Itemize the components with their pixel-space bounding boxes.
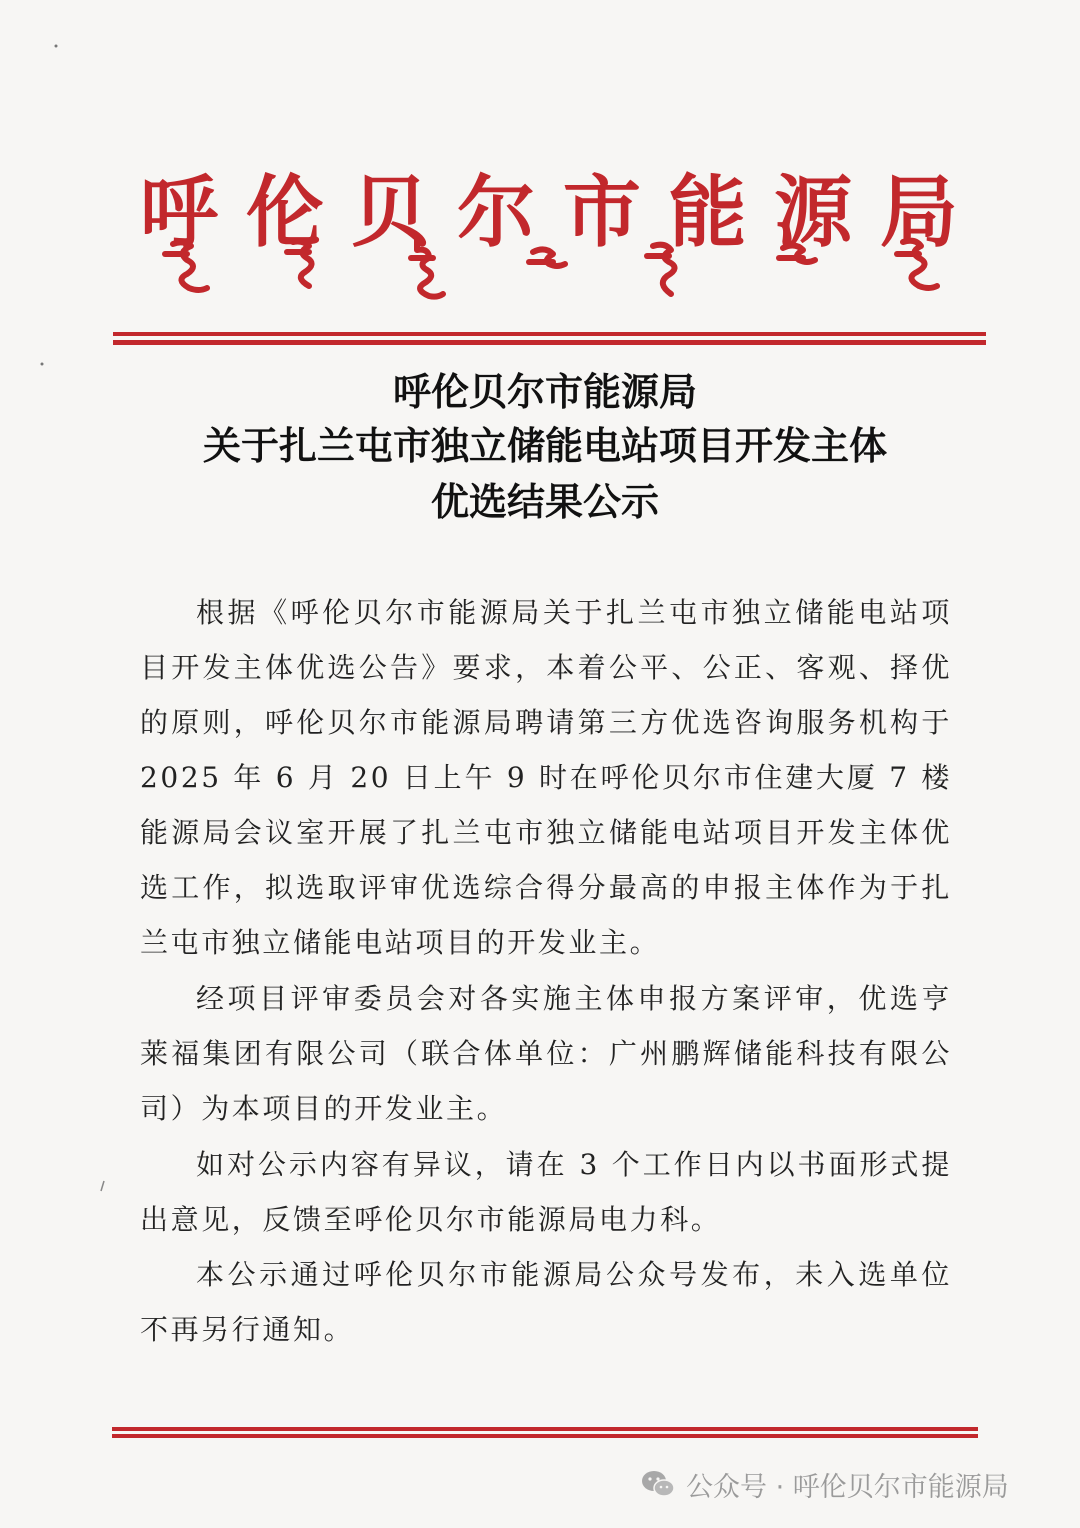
notice-title-line-2: 关于扎兰屯市独立储能电站项目开发主体	[202, 424, 887, 468]
body-paragraph-3	[140, 1137, 952, 1247]
wechat-icon	[640, 1469, 676, 1499]
paragraph-text: 根据《呼伦贝尔市能源局关于扎兰屯市独立储能电站项目开发主体优选公告》要求，本着公平、公正、客观、择优的原则，呼伦贝尔市能源局聘请第三方优选咨询服务机构于 2025 年 6 月 20 日上午 9 时在呼伦贝尔市住建大厦 7 楼能源局会议室开展了扎兰屯市独立储能电站项目开发主体优选工作，拟选取评审优选综合得分最高的申报主体作为于扎兰屯市独立储能电站项目的开发业主。	[140, 596, 952, 959]
notice-title-line-1: 呼伦贝尔市能源局	[392, 370, 697, 414]
letterhead-char: 局	[879, 167, 960, 258]
notice-title-line-3: 优选结果公示	[430, 480, 659, 524]
letterhead-char: 伦	[245, 167, 326, 258]
body-paragraph-2	[140, 971, 952, 1136]
mongolian-script-emblem	[155, 236, 945, 306]
letterhead-char: 尔	[457, 167, 538, 258]
footer-red-rule	[112, 1426, 978, 1440]
paragraph-text: 经项目评审委员会对各实施主体申报方案评审，优选亨莱福集团有限公司（联合体单位：广州鹏辉储能科技有限公司）为本项目的开发业主。	[140, 982, 952, 1125]
letterhead-char: 贝	[351, 167, 432, 258]
paragraph-text: 本公示通过呼伦贝尔市能源局公众号发布，未入选单位不再另行通知。	[140, 1258, 952, 1346]
letterhead-char: 市	[562, 167, 643, 258]
watermark-text: 公众号 · 呼伦贝尔市能源局	[686, 1471, 1009, 1503]
letterhead-char: 能	[668, 167, 749, 258]
letterhead-char: 呼	[140, 167, 221, 258]
letterhead-char: 源	[774, 167, 855, 258]
letterhead-red-rule	[113, 330, 986, 348]
body-paragraph-4	[140, 1247, 952, 1357]
wechat-watermark	[640, 1462, 1009, 1506]
body-paragraph-1	[140, 585, 952, 970]
paragraph-text: 如对公示内容有异议，请在 3 个工作日内以书面形式提出意见，反馈至呼伦贝尔市能源局电力科。	[140, 1148, 952, 1236]
